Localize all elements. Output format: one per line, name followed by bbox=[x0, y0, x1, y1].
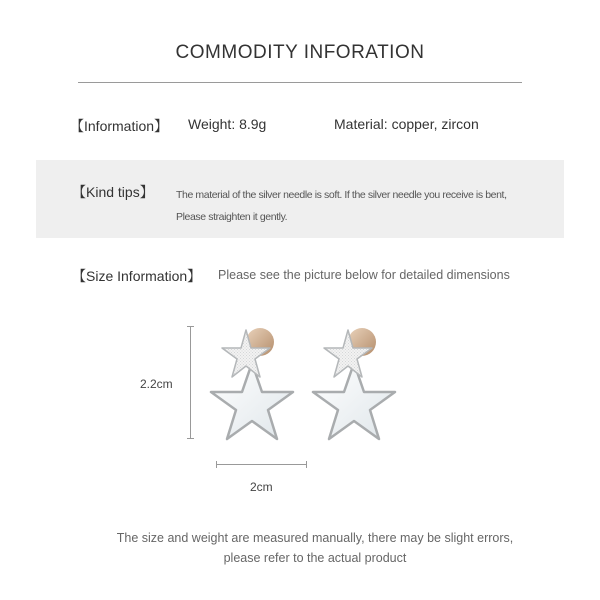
kind-tips-text bbox=[176, 184, 556, 228]
title-divider bbox=[78, 82, 522, 83]
width-dimension-cap-left bbox=[216, 461, 217, 468]
height-dimension-label: 2.2cm bbox=[140, 377, 173, 391]
footer-line-1: The size and weight are measured manually, there may be slight errors, bbox=[116, 531, 514, 545]
product-photo bbox=[200, 318, 410, 448]
page-title: COMMODITY INFORATION bbox=[175, 42, 425, 63]
footer-line-2: please refer to the actual product bbox=[223, 551, 407, 565]
right-earring bbox=[313, 328, 395, 439]
kind-tips-line-2: Please straighten it gently. bbox=[176, 211, 288, 223]
kind-tips-label: 【Kind tips】 bbox=[72, 184, 154, 200]
left-earring bbox=[211, 328, 293, 439]
material-value: Material: copper, zircon bbox=[334, 116, 479, 132]
weight-value: Weight: 8.9g bbox=[188, 116, 267, 132]
size-information-label: 【Size Information】 bbox=[72, 268, 202, 284]
height-dimension-cap-bottom bbox=[187, 438, 194, 439]
width-dimension-label: 2cm bbox=[250, 480, 273, 494]
height-dimension-line bbox=[190, 326, 191, 438]
width-dimension-cap-right bbox=[306, 461, 307, 468]
width-dimension-line bbox=[216, 464, 306, 465]
size-information-note: Please see the picture below for detailed dimensions bbox=[218, 268, 510, 282]
kind-tips-line-1: The material of the silver needle is soft. If the silver needle you receive is bent, bbox=[176, 189, 507, 201]
information-label: 【Information】 bbox=[70, 118, 169, 134]
height-dimension-cap-top bbox=[187, 326, 194, 327]
footer-note bbox=[0, 528, 600, 568]
